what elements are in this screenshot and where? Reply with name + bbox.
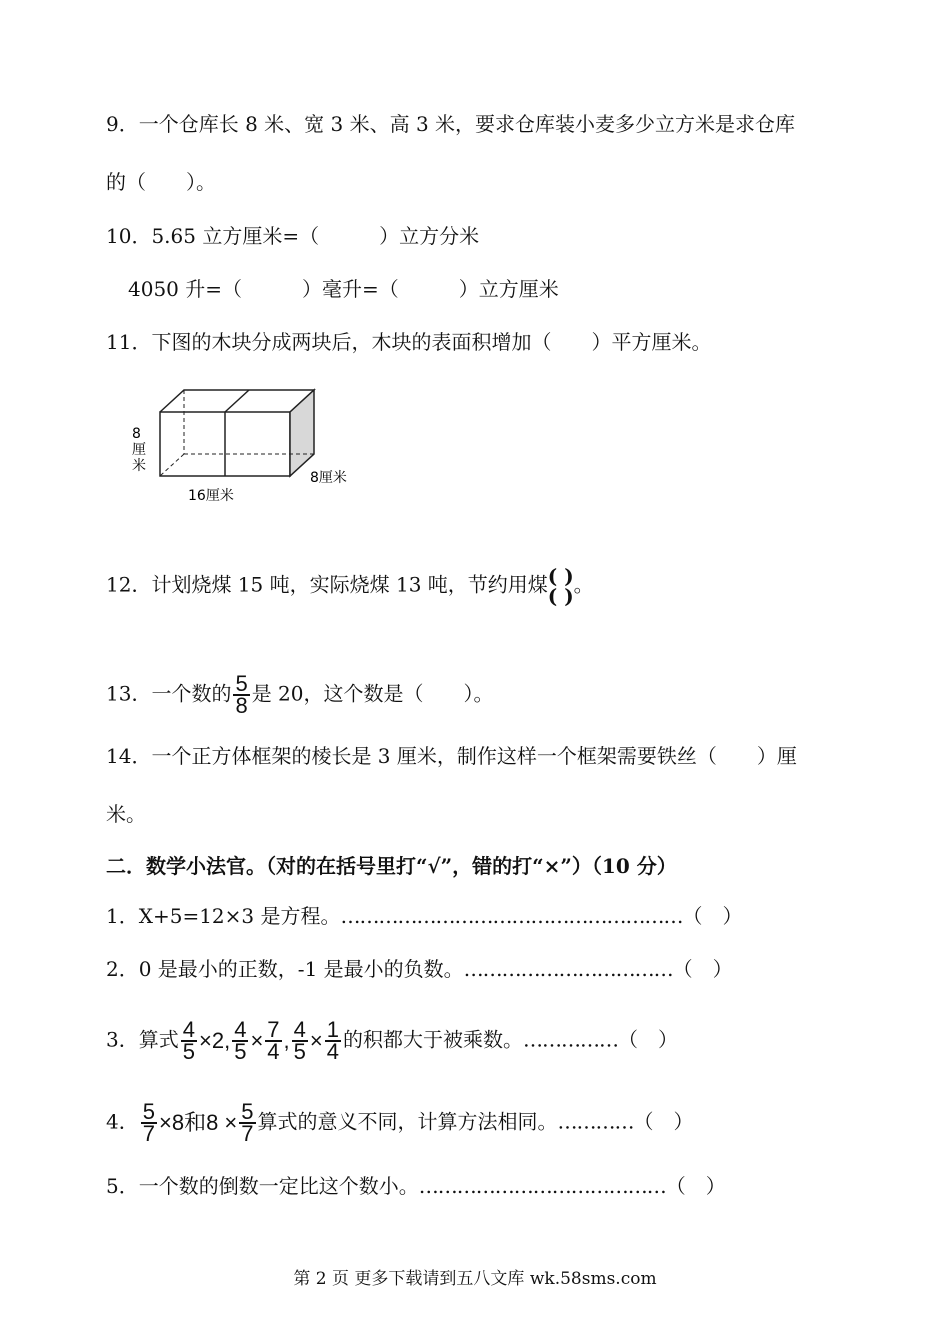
width-label: 8厘米 [310,470,347,486]
j3-m1: ×2, [198,1028,231,1053]
j4-dots: ………… [557,1109,634,1134]
j3-paren: （ ） [618,1027,679,1052]
q13-suffix: 是 20，这个数是（ ）。 [251,681,494,706]
j3-prefix: 3．算式 [106,1027,179,1052]
j3-f3-den: 4 [267,1039,280,1064]
q13-num: 5 [235,671,248,696]
j4-mid: ×8和8 × [158,1110,238,1135]
j3-f2-den: 5 [234,1039,247,1064]
j3-frac-4 [292,1017,308,1064]
j3-f2-num: 4 [234,1017,247,1042]
j4-line [106,1099,694,1146]
q12-end: 。 [573,572,594,597]
j3-dots: …………… [523,1027,619,1052]
q12-fraction [548,566,574,606]
j3-f4-num: 4 [293,1017,306,1042]
q12-frac-num: ( ) [547,564,574,588]
q14-line2: 米。 [106,802,146,826]
j4-frac-2 [239,1099,255,1146]
j2-text: 2．0 是最小的正数，-1 是最小的负数。 [106,957,464,981]
length-label: 16厘米 [188,488,234,504]
page-footer: 第 2 页 更多下载请到五八文库 wk.58sms.com [293,1269,657,1289]
height-label-2: 厘 [132,442,146,458]
j1-paren: （ ） [682,904,743,928]
q9-line1: 9．一个仓库长 8 米、宽 3 米、高 3 米，要求仓库装小麦多少立方米是求仓库 [106,112,796,136]
j3-f5-den: 4 [326,1039,340,1064]
j3-suffix: 的积都大于被乘数。 [343,1027,524,1052]
j3-f1-den: 5 [182,1039,195,1064]
j3-line [106,1017,679,1064]
j2-dots: …………………………… [463,957,673,981]
j4-f1-den: 7 [142,1121,155,1146]
j3-m3: × [309,1028,323,1053]
q12-text: 12．计划烧煤 15 吨，实际烧煤 13 吨，节约用煤 [106,572,548,597]
j5-paren: （ ） [665,1174,726,1198]
j3-sep: , [283,1028,290,1053]
j4-f2-den: 7 [241,1121,254,1146]
j4-suffix: 算式的意义不同，计算方法相同。 [257,1109,558,1134]
j5-dots: ………………………………… [418,1174,666,1198]
cuboid-diagram [128,382,368,512]
j3-frac-1 [181,1017,197,1064]
j3-f4-den: 5 [293,1039,306,1064]
section2-title: 二．数学小法官。（对的在括号里打“√”，错的打“×”）（10 分） [106,854,677,878]
q13-fraction [233,671,249,718]
j2-paren: （ ） [672,957,733,981]
j5-text: 5．一个数的倒数一定比这个数小。 [106,1174,419,1198]
j4-frac-1 [141,1099,157,1146]
j4-f2-num: 5 [241,1099,254,1124]
q13-line [106,671,494,718]
j5-line [106,1172,726,1200]
j1-text: 1．X+5=12×3 是方程。 [106,904,341,928]
j3-f5-num: 1 [326,1017,340,1042]
q13-den: 8 [235,693,248,718]
q13-prefix: 13．一个数的 [106,681,232,706]
q11-text: 11．下图的木块分成两块后，木块的表面积增加（ ）平方厘米。 [106,330,712,354]
q10-line2: 4050 升=（ ）毫升=（ ）立方厘米 [128,277,559,301]
q12-frac-den: ( ) [547,584,574,608]
height-label-1: 8 [132,426,141,442]
q12-line [106,566,594,606]
j3-frac-2 [232,1017,248,1064]
q10-line1: 10．5.65 立方厘米=（ ）立方分米 [106,224,480,248]
j4-paren: （ ） [633,1109,694,1134]
j1-dots: ……………………………………………… [340,904,683,928]
j3-m2: × [250,1028,264,1053]
q14-line1: 14．一个正方体框架的棱长是 3 厘米，制作这样一个框架需要铁丝（ ）厘 [106,744,797,768]
j1-line [106,902,743,930]
j3-frac-3 [265,1017,281,1064]
height-label-3: 米 [132,458,146,474]
j4-f1-num: 5 [142,1099,155,1124]
j2-line [106,955,733,983]
j3-f3-num: 7 [267,1017,280,1042]
j3-frac-5 [325,1017,341,1064]
q9-line2: 的（ ）。 [106,170,216,194]
j4-prefix: 4． [106,1109,139,1134]
j3-f1-num: 4 [182,1017,195,1042]
cuboid-figure [128,382,368,516]
